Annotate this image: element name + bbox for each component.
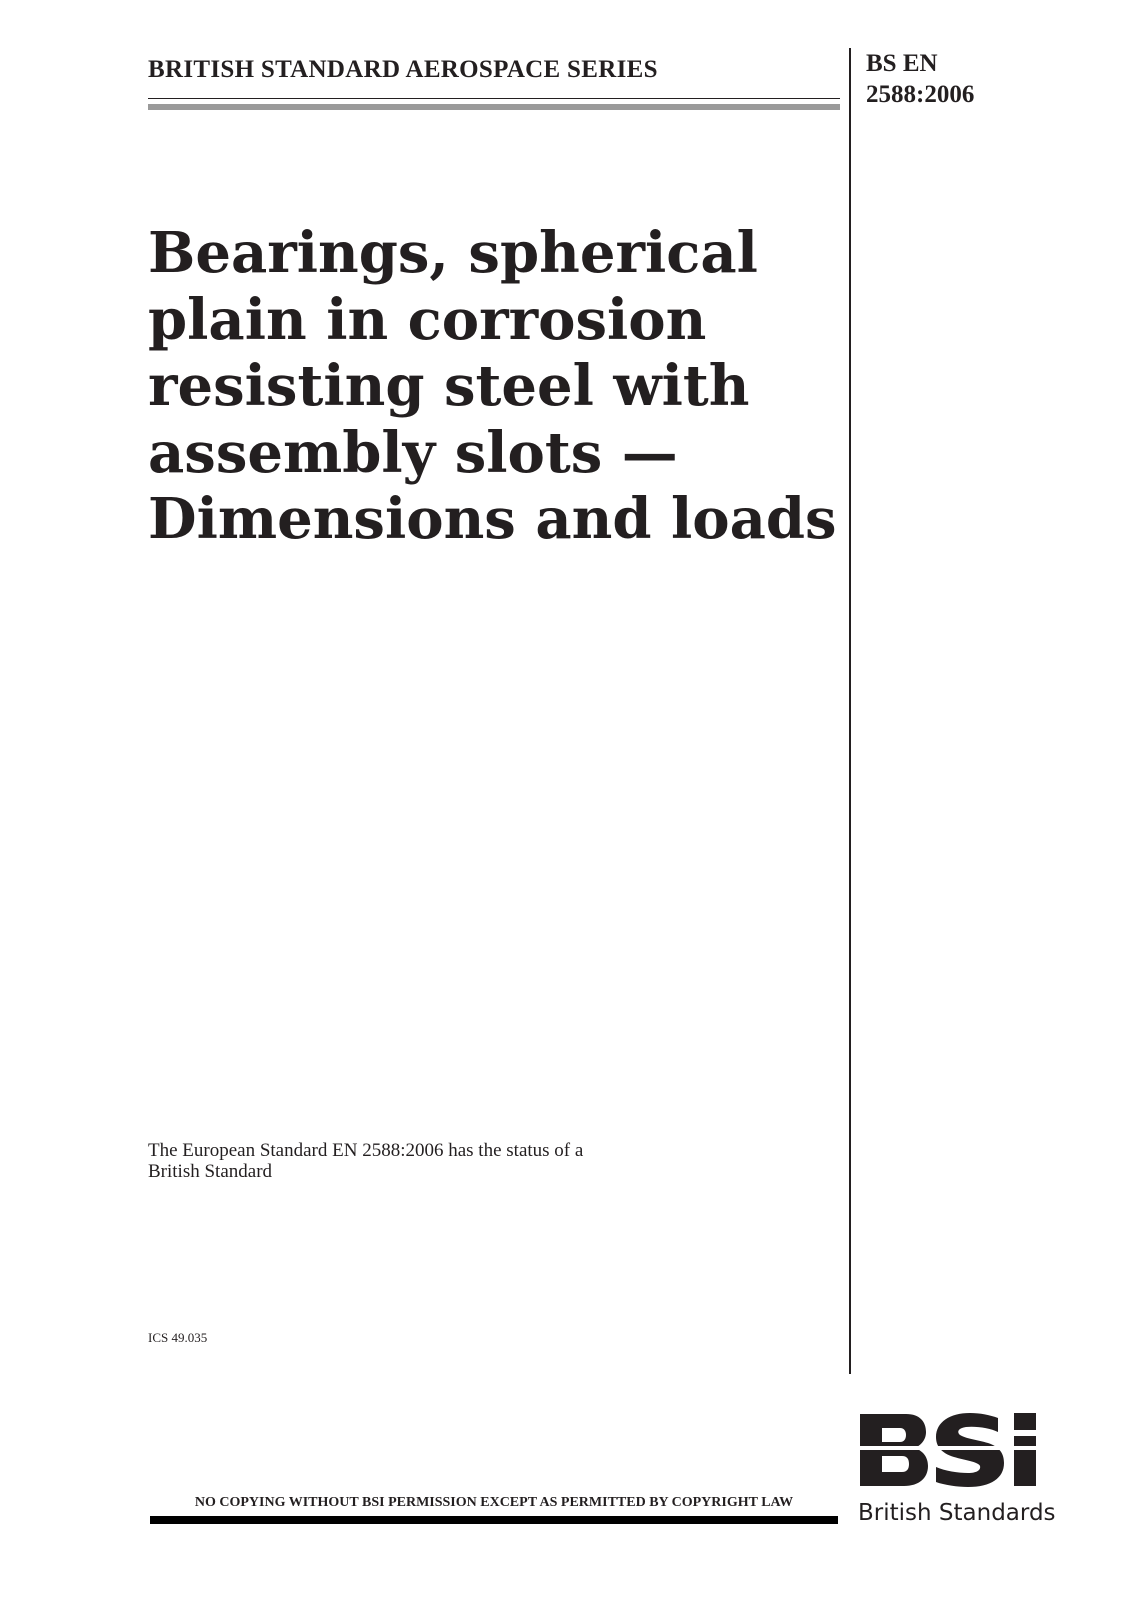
title-line: plain in corrosion (148, 286, 707, 353)
header-rule-thick (148, 104, 840, 110)
bsi-tagline: British Standards (858, 1500, 1056, 1526)
status-note-line1: The European Standard EN 2588:2006 has the status of a (148, 1140, 584, 1161)
title-line: Dimensions and loads (148, 486, 837, 552)
document-title (148, 220, 837, 553)
status-note-line2: British Standard (148, 1161, 273, 1182)
header-rule-thin (148, 98, 840, 99)
bsi-logo (858, 1410, 1058, 1490)
footer-rule (150, 1516, 838, 1524)
vertical-divider (849, 48, 851, 1374)
title-line: Bearings, spherical (148, 220, 758, 286)
standard-number-line1: BS EN (866, 50, 938, 77)
copyright-notice: NO COPYING WITHOUT BSI PERMISSION EXCEPT AS PERMITTED BY COPYRIGHT LAW (194, 1495, 794, 1510)
title-line: resisting steel with (148, 353, 750, 419)
title-line: assembly slots — (148, 419, 678, 486)
standard-number-line2: 2588:2006 (866, 81, 975, 108)
series-title: BRITISH STANDARD AEROSPACE SERIES (148, 56, 658, 83)
ics-code: ICS 49.035 (148, 1330, 208, 1345)
standard-number (866, 48, 974, 110)
status-note (148, 1140, 583, 1182)
